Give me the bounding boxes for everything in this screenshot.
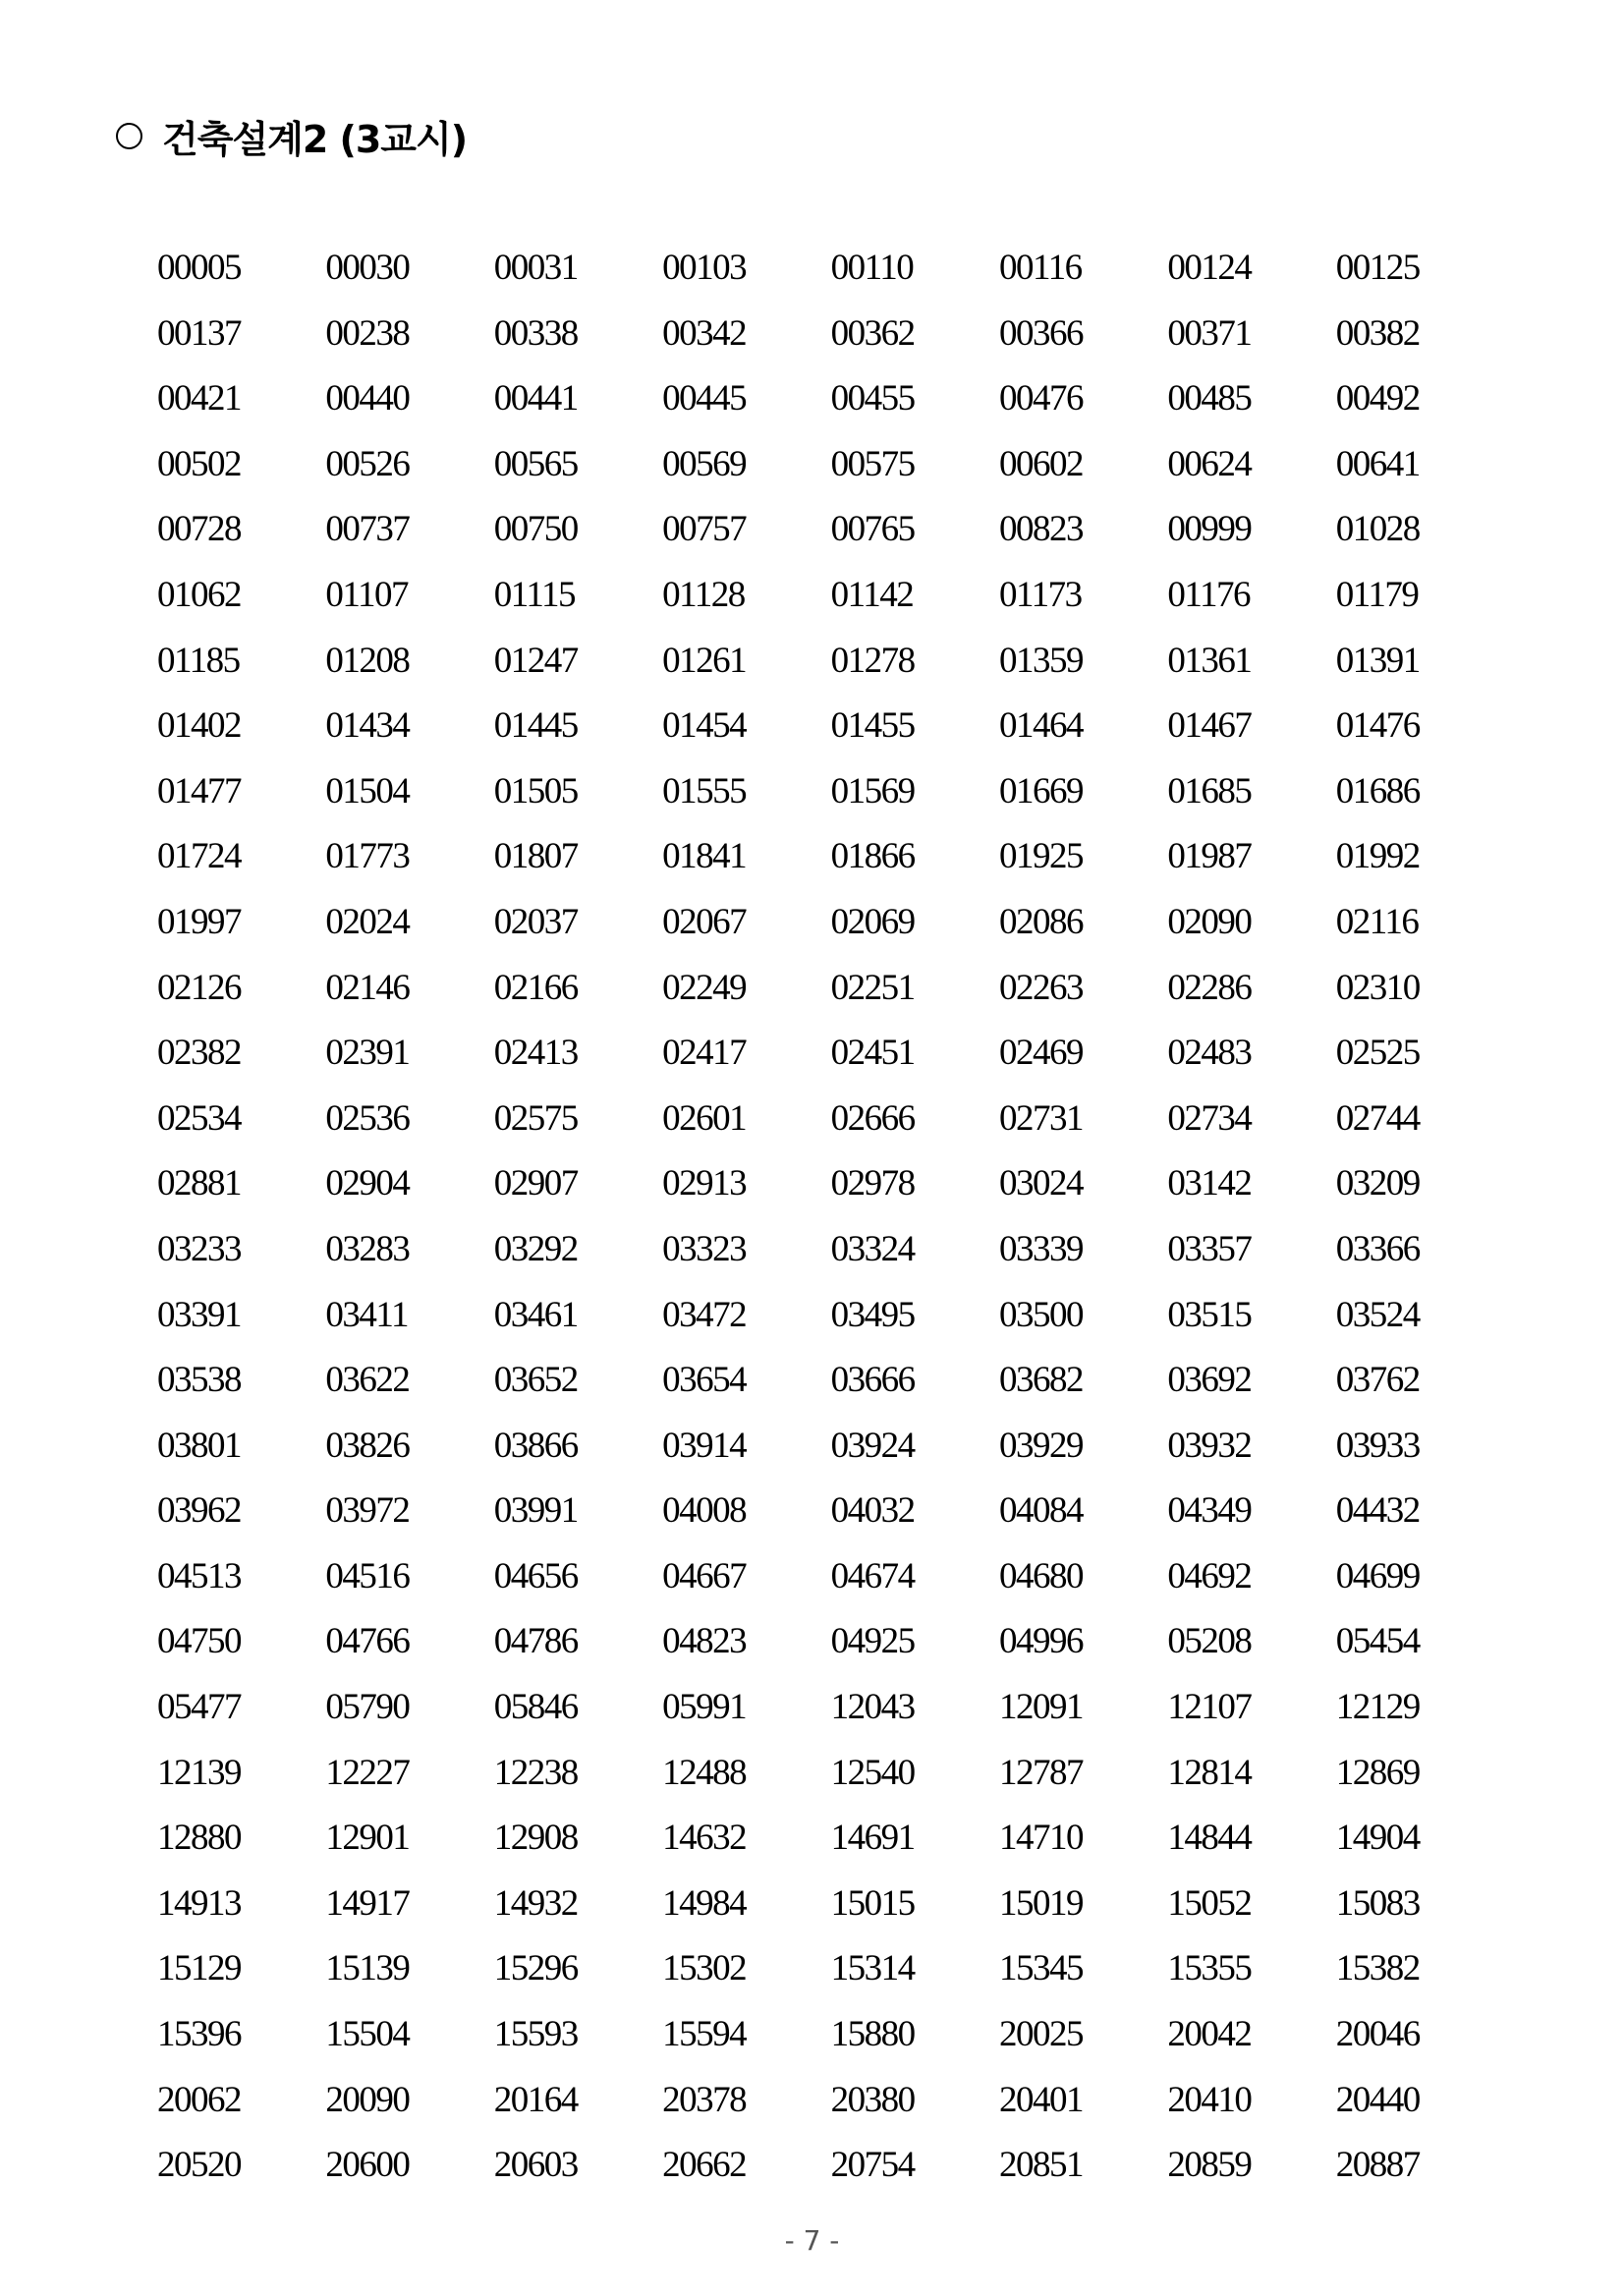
number-cell: 20401 [998,2079,1083,2120]
number-cell: 14844 [1167,1818,1252,1859]
number-cell: 01669 [998,770,1083,812]
number-cell: 20887 [1335,2145,1420,2186]
number-cell: 00441 [493,378,578,420]
number-cell: 12488 [662,1752,747,1793]
number-cell: 02067 [662,901,747,942]
number-cell: 15296 [493,1948,578,1989]
number-cell: 20410 [1167,2079,1252,2120]
number-cell: 00569 [662,443,747,484]
number-cell: 02451 [830,1033,915,1074]
number-cell: 04656 [493,1555,578,1596]
number-cell: 00125 [1335,248,1420,288]
number-cell: 02575 [493,1097,578,1139]
number-cell: 00641 [1335,443,1420,484]
number-cell: 02483 [1167,1033,1252,1074]
number-cell: 14932 [493,1882,578,1924]
number-cell: 02286 [1167,967,1252,1008]
number-cell: 01841 [662,836,747,877]
number-cell: 02417 [662,1033,747,1074]
number-cell: 20520 [157,2145,241,2186]
number-cell: 15139 [325,1948,410,1989]
number-cell: 03024 [998,1163,1083,1204]
number-cell: 01208 [325,640,410,681]
number-cell: 01107 [325,574,409,615]
number-cell: 03292 [493,1228,578,1269]
number-cell: 01773 [325,836,410,877]
number-cell: 20600 [325,2145,410,2186]
number-cell: 03652 [493,1360,578,1401]
number-cell: 03933 [1335,1425,1420,1466]
number-cell: 00502 [157,443,241,484]
number-cell: 02382 [157,1033,241,1074]
number-cell: 05477 [157,1687,241,1728]
number-cell: 02413 [493,1033,578,1074]
number-cell: 04513 [157,1555,241,1596]
number-cell: 15345 [998,1948,1083,1989]
number-cell: 03500 [998,1294,1083,1335]
number-cell: 01476 [1335,705,1420,747]
number-cell: 20378 [662,2079,747,2120]
number-cell: 00765 [830,509,915,550]
number-cell: 02525 [1335,1033,1420,1074]
number-cell: 01477 [157,770,241,812]
number-cell: 01724 [157,836,241,877]
number-cell: 05790 [325,1687,410,1728]
number-cell: 01569 [830,770,915,812]
number-cell: 02601 [662,1097,747,1139]
number-cell: 00371 [1167,312,1252,354]
number-cell: 15396 [157,2014,241,2055]
number-cell: 02090 [1167,901,1252,942]
number-cell: 01247 [493,640,578,681]
number-cell: 03654 [662,1360,747,1401]
number-cell: 03972 [325,1490,410,1532]
number-cell: 14913 [157,1882,241,1924]
number-cell: 05991 [662,1687,747,1728]
number-cell: 15594 [662,2014,747,2055]
number-cell: 02904 [325,1163,410,1204]
number-cell: 03914 [662,1425,747,1466]
number-cell: 02069 [830,901,915,942]
number-cell: 00526 [325,443,410,484]
number-cell: 01173 [998,574,1082,615]
number-cell: 02534 [157,1097,241,1139]
number-cell: 03932 [1167,1425,1252,1466]
number-cell: 01685 [1167,770,1252,812]
number-cell: 03826 [325,1425,410,1466]
number-cell: 20025 [998,2014,1083,2055]
number-cell: 00455 [830,378,915,420]
number-cell: 04674 [830,1555,915,1596]
number-cell: 12043 [830,1687,915,1728]
number-cell: 05454 [1335,1621,1420,1662]
number-cell: 02744 [1335,1097,1420,1139]
number-cell: 04084 [998,1490,1083,1532]
number-cell: 00750 [493,509,578,550]
number-cell: 01062 [157,574,241,615]
number-cell: 03524 [1335,1294,1420,1335]
number-cell: 15019 [998,1882,1083,1924]
number-cell: 15355 [1167,1948,1252,1989]
number-cell: 03233 [157,1228,241,1269]
number-cell: 04516 [325,1555,410,1596]
number-cell: 15504 [325,2014,410,2055]
number-cell: 00485 [1167,378,1252,420]
number-cell: 20090 [325,2079,410,2120]
number-cell: 02249 [662,967,747,1008]
number-cell: 15880 [830,2014,915,2055]
number-cell: 00492 [1335,378,1420,420]
number-cell: 20062 [157,2079,241,2120]
number-cell: 00030 [325,248,410,288]
number-cell: 01179 [1335,574,1419,615]
number-cell: 05208 [1167,1621,1252,1662]
number-cell: 15052 [1167,1882,1252,1924]
number-cell: 14710 [998,1818,1083,1859]
number-cell: 04786 [493,1621,578,1662]
number-cell: 15302 [662,1948,747,1989]
number-cell: 00137 [157,312,241,354]
number-cell: 00728 [157,509,241,550]
number-cell: 00999 [1167,509,1252,550]
number-cell: 20851 [998,2145,1083,2186]
number-cell: 05846 [493,1687,578,1728]
number-cell: 20042 [1167,2014,1252,2055]
number-cell: 02037 [493,901,578,942]
number-cell: 03495 [830,1294,915,1335]
number-cell: 04766 [325,1621,410,1662]
number-cell: 01359 [998,640,1083,681]
number-cell: 00342 [662,312,747,354]
number-cell: 03142 [1167,1163,1252,1204]
number-cell: 15314 [830,1948,915,1989]
number-cell: 01434 [325,705,410,747]
number-cell: 20662 [662,2145,747,2186]
number-cell: 12238 [493,1752,578,1793]
number-cell: 12869 [1335,1752,1420,1793]
number-cell: 04699 [1335,1555,1420,1596]
number-cell: 02310 [1335,967,1420,1008]
number-cell: 02469 [998,1033,1083,1074]
number-cell: 03866 [493,1425,578,1466]
number-cell: 00005 [157,248,241,288]
number-cell: 00031 [493,248,578,288]
number-cell: 00110 [830,248,914,288]
number-cell: 14917 [325,1882,410,1924]
number-cell: 03682 [998,1360,1083,1401]
number-cell: 01185 [157,640,240,681]
number-cell: 02391 [325,1033,410,1074]
number-cell: 01455 [830,705,915,747]
number-cell: 20859 [1167,2145,1252,2186]
number-cell: 01391 [1335,640,1420,681]
page-number: - 7 - [784,2224,840,2257]
number-cell: 15129 [157,1948,241,1989]
number-cell: 15083 [1335,1882,1420,1924]
number-cell: 01115 [493,574,576,615]
number-cell: 01454 [662,705,747,747]
number-cell: 03692 [1167,1360,1252,1401]
number-cell: 01467 [1167,705,1252,747]
number-cell: 04823 [662,1621,747,1662]
number-cell: 00103 [662,248,747,288]
number-cell: 02666 [830,1097,915,1139]
number-cell: 04432 [1335,1490,1420,1532]
number-cell: 02734 [1167,1097,1252,1139]
number-cell: 12908 [493,1818,578,1859]
number-cell: 03991 [493,1490,578,1532]
number-cell: 01807 [493,836,578,877]
number-cell: 01361 [1167,640,1252,681]
number-cell: 03929 [998,1425,1083,1466]
number-cell: 01464 [998,705,1083,747]
number-cell: 01142 [830,574,914,615]
number-cell: 03622 [325,1360,410,1401]
number-cell: 01992 [1335,836,1420,877]
number-cell: 00362 [830,312,915,354]
number-cell: 14691 [830,1818,915,1859]
number-cell: 03324 [830,1228,915,1269]
number-cell: 03323 [662,1228,747,1269]
number-cell: 20603 [493,2145,578,2186]
number-cell: 01987 [1167,836,1252,877]
number-cell: 03666 [830,1360,915,1401]
number-cell: 00476 [998,378,1083,420]
number-cell: 20440 [1335,2079,1420,2120]
number-cell: 01261 [662,640,747,681]
number-cell: 01505 [493,770,578,812]
number-cell: 20380 [830,2079,915,2120]
number-cell: 01445 [493,705,578,747]
number-cell: 01504 [325,770,410,812]
number-cell: 04750 [157,1621,241,1662]
number-cell: 12091 [998,1687,1083,1728]
number-cell: 12540 [830,1752,915,1793]
number-cell: 02263 [998,967,1083,1008]
number-cell: 15015 [830,1882,915,1924]
number-cell: 01866 [830,836,915,877]
number-cell: 00624 [1167,443,1252,484]
number-cell: 20754 [830,2145,915,2186]
number-cell: 12814 [1167,1752,1252,1793]
number-cell: 00575 [830,443,915,484]
number-cell: 03391 [157,1294,241,1335]
number-cell: 01925 [998,836,1083,877]
number-cell: 00602 [998,443,1083,484]
number-cell: 14632 [662,1818,747,1859]
number-cell: 02166 [493,967,578,1008]
number-cell: 04667 [662,1555,747,1596]
number-cell: 00116 [998,248,1082,288]
number-cell: 01997 [157,901,241,942]
number-cell: 04692 [1167,1555,1252,1596]
number-cell: 01176 [1167,574,1250,615]
number-cell: 00421 [157,378,241,420]
number-cell: 02086 [998,901,1083,942]
number-cell: 12787 [998,1752,1083,1793]
number-cell: 04680 [998,1555,1083,1596]
number-cell: 00440 [325,378,410,420]
number-cell: 12901 [325,1818,410,1859]
number-cell: 03801 [157,1425,241,1466]
number-cell: 15382 [1335,1948,1420,1989]
number-cell: 04349 [1167,1490,1252,1532]
number-cell: 00382 [1335,312,1420,354]
number-cell: 03924 [830,1425,915,1466]
section-title: 건축설계2 (3교시) [162,117,468,161]
number-cell: 12227 [325,1752,410,1793]
number-cell: 02881 [157,1163,241,1204]
number-cell: 04008 [662,1490,747,1532]
number-cell: 00238 [325,312,410,354]
number-cell: 02024 [325,901,410,942]
number-cell: 03411 [325,1294,409,1335]
number-cell: 12129 [1335,1687,1420,1728]
number-cell: 02731 [998,1097,1083,1139]
circle-bullet-icon [116,123,142,149]
number-grid [157,236,1513,2199]
number-cell: 02126 [157,967,241,1008]
number-cell: 03962 [157,1490,241,1532]
number-cell: 02913 [662,1163,747,1204]
number-cell: 02978 [830,1163,915,1204]
number-cell: 00366 [998,312,1083,354]
number-cell: 04032 [830,1490,915,1532]
number-cell: 02907 [493,1163,578,1204]
number-cell: 02536 [325,1097,410,1139]
number-cell: 01128 [662,574,745,615]
number-cell: 02146 [325,967,410,1008]
number-cell: 03538 [157,1360,241,1401]
number-cell: 03762 [1335,1360,1420,1401]
number-cell: 03461 [493,1294,578,1335]
number-cell: 02251 [830,967,915,1008]
number-cell: 03209 [1335,1163,1420,1204]
number-cell: 00757 [662,509,747,550]
number-cell: 03472 [662,1294,747,1335]
number-cell: 12107 [1167,1687,1252,1728]
number-cell: 01555 [662,770,747,812]
number-cell: 03366 [1335,1228,1420,1269]
number-cell: 14984 [662,1882,747,1924]
section-heading [116,110,467,161]
number-cell: 20164 [493,2079,578,2120]
number-cell: 03339 [998,1228,1083,1269]
number-cell: 01278 [830,640,915,681]
number-cell: 01028 [1335,509,1420,550]
number-cell: 00445 [662,378,747,420]
number-cell: 00823 [998,509,1083,550]
number-cell: 03515 [1167,1294,1252,1335]
number-cell: 00338 [493,312,578,354]
number-cell: 04925 [830,1621,915,1662]
number-cell: 00124 [1167,248,1252,288]
number-cell: 03283 [325,1228,410,1269]
number-cell: 00565 [493,443,578,484]
number-cell: 12139 [157,1752,241,1793]
number-cell: 00737 [325,509,410,550]
number-cell: 02116 [1335,901,1419,942]
number-cell: 01686 [1335,770,1420,812]
number-cell: 04996 [998,1621,1083,1662]
number-cell: 03357 [1167,1228,1252,1269]
number-cell: 20046 [1335,2014,1420,2055]
number-cell: 12880 [157,1818,241,1859]
number-cell: 14904 [1335,1818,1420,1859]
number-cell: 01402 [157,705,241,747]
number-cell: 15593 [493,2014,578,2055]
